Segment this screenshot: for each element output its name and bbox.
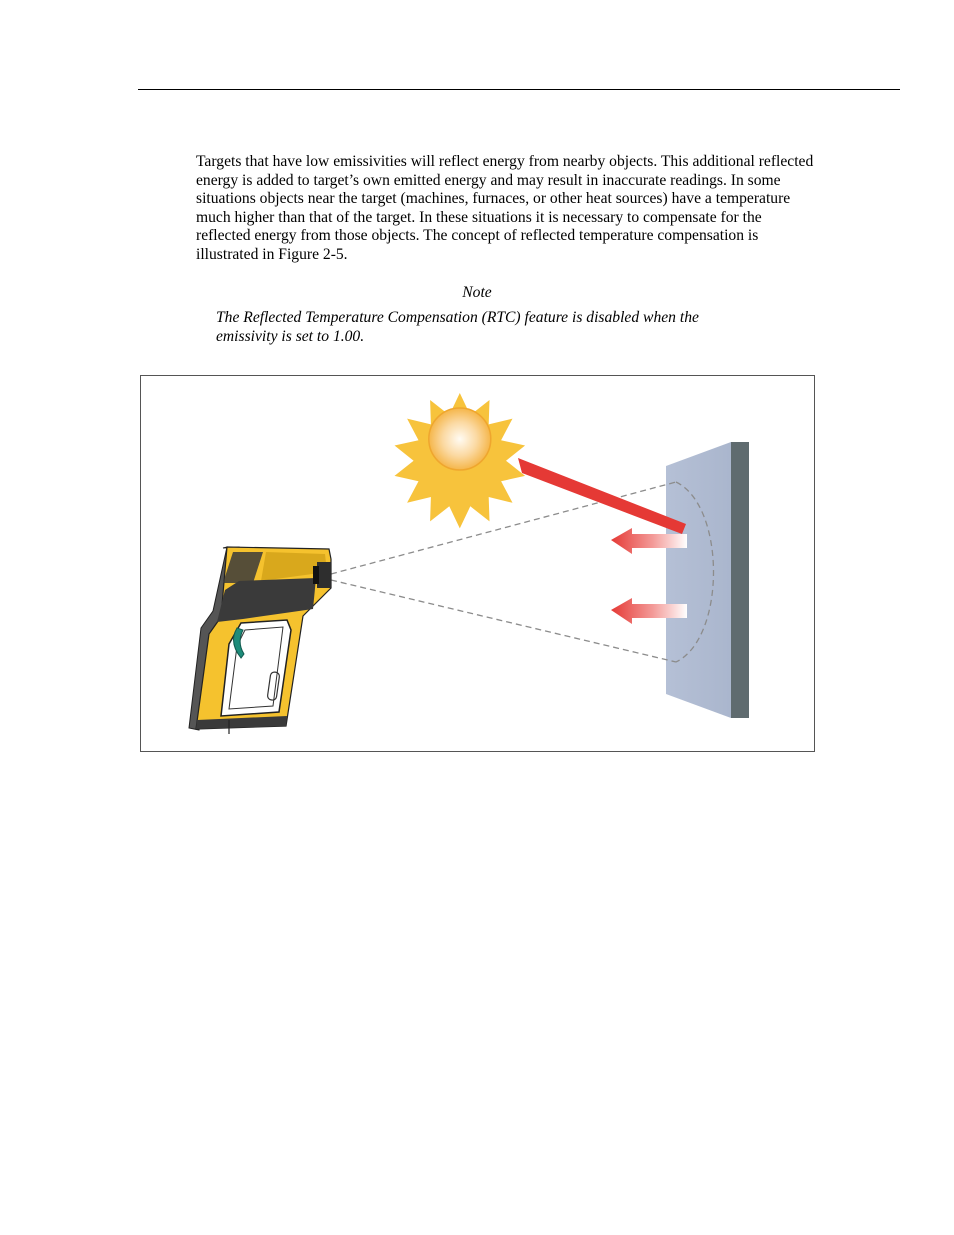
body-paragraph: Targets that have low emissivities will reflect energy from nearby objects. This additional reflected energy is added to target’s own emitted energy and may result in inaccurate readings. In some situations objects near the target (machines, furnaces, or other heat sources) have a temperature much higher than that of the target. In these situations it is necessary to compensate for the reflected energy from those objects. The concept of reflected temperature compensation is illustrated in Figure 2-5.: [196, 153, 814, 263]
note-heading: Note: [462, 284, 492, 301]
sun-icon: [395, 393, 526, 528]
field-of-view-lines: [331, 482, 714, 662]
figure-reflected-temperature: [140, 375, 815, 752]
note-text: The Reflected Temperature Compensation (RTC) feature is disabled when the emissivity is set to 1.00.: [216, 309, 699, 345]
infrared-thermometer-icon: [189, 547, 331, 734]
header-rule: [138, 89, 900, 90]
figure-illustration: [141, 376, 814, 751]
reflected-beam: [518, 458, 686, 534]
